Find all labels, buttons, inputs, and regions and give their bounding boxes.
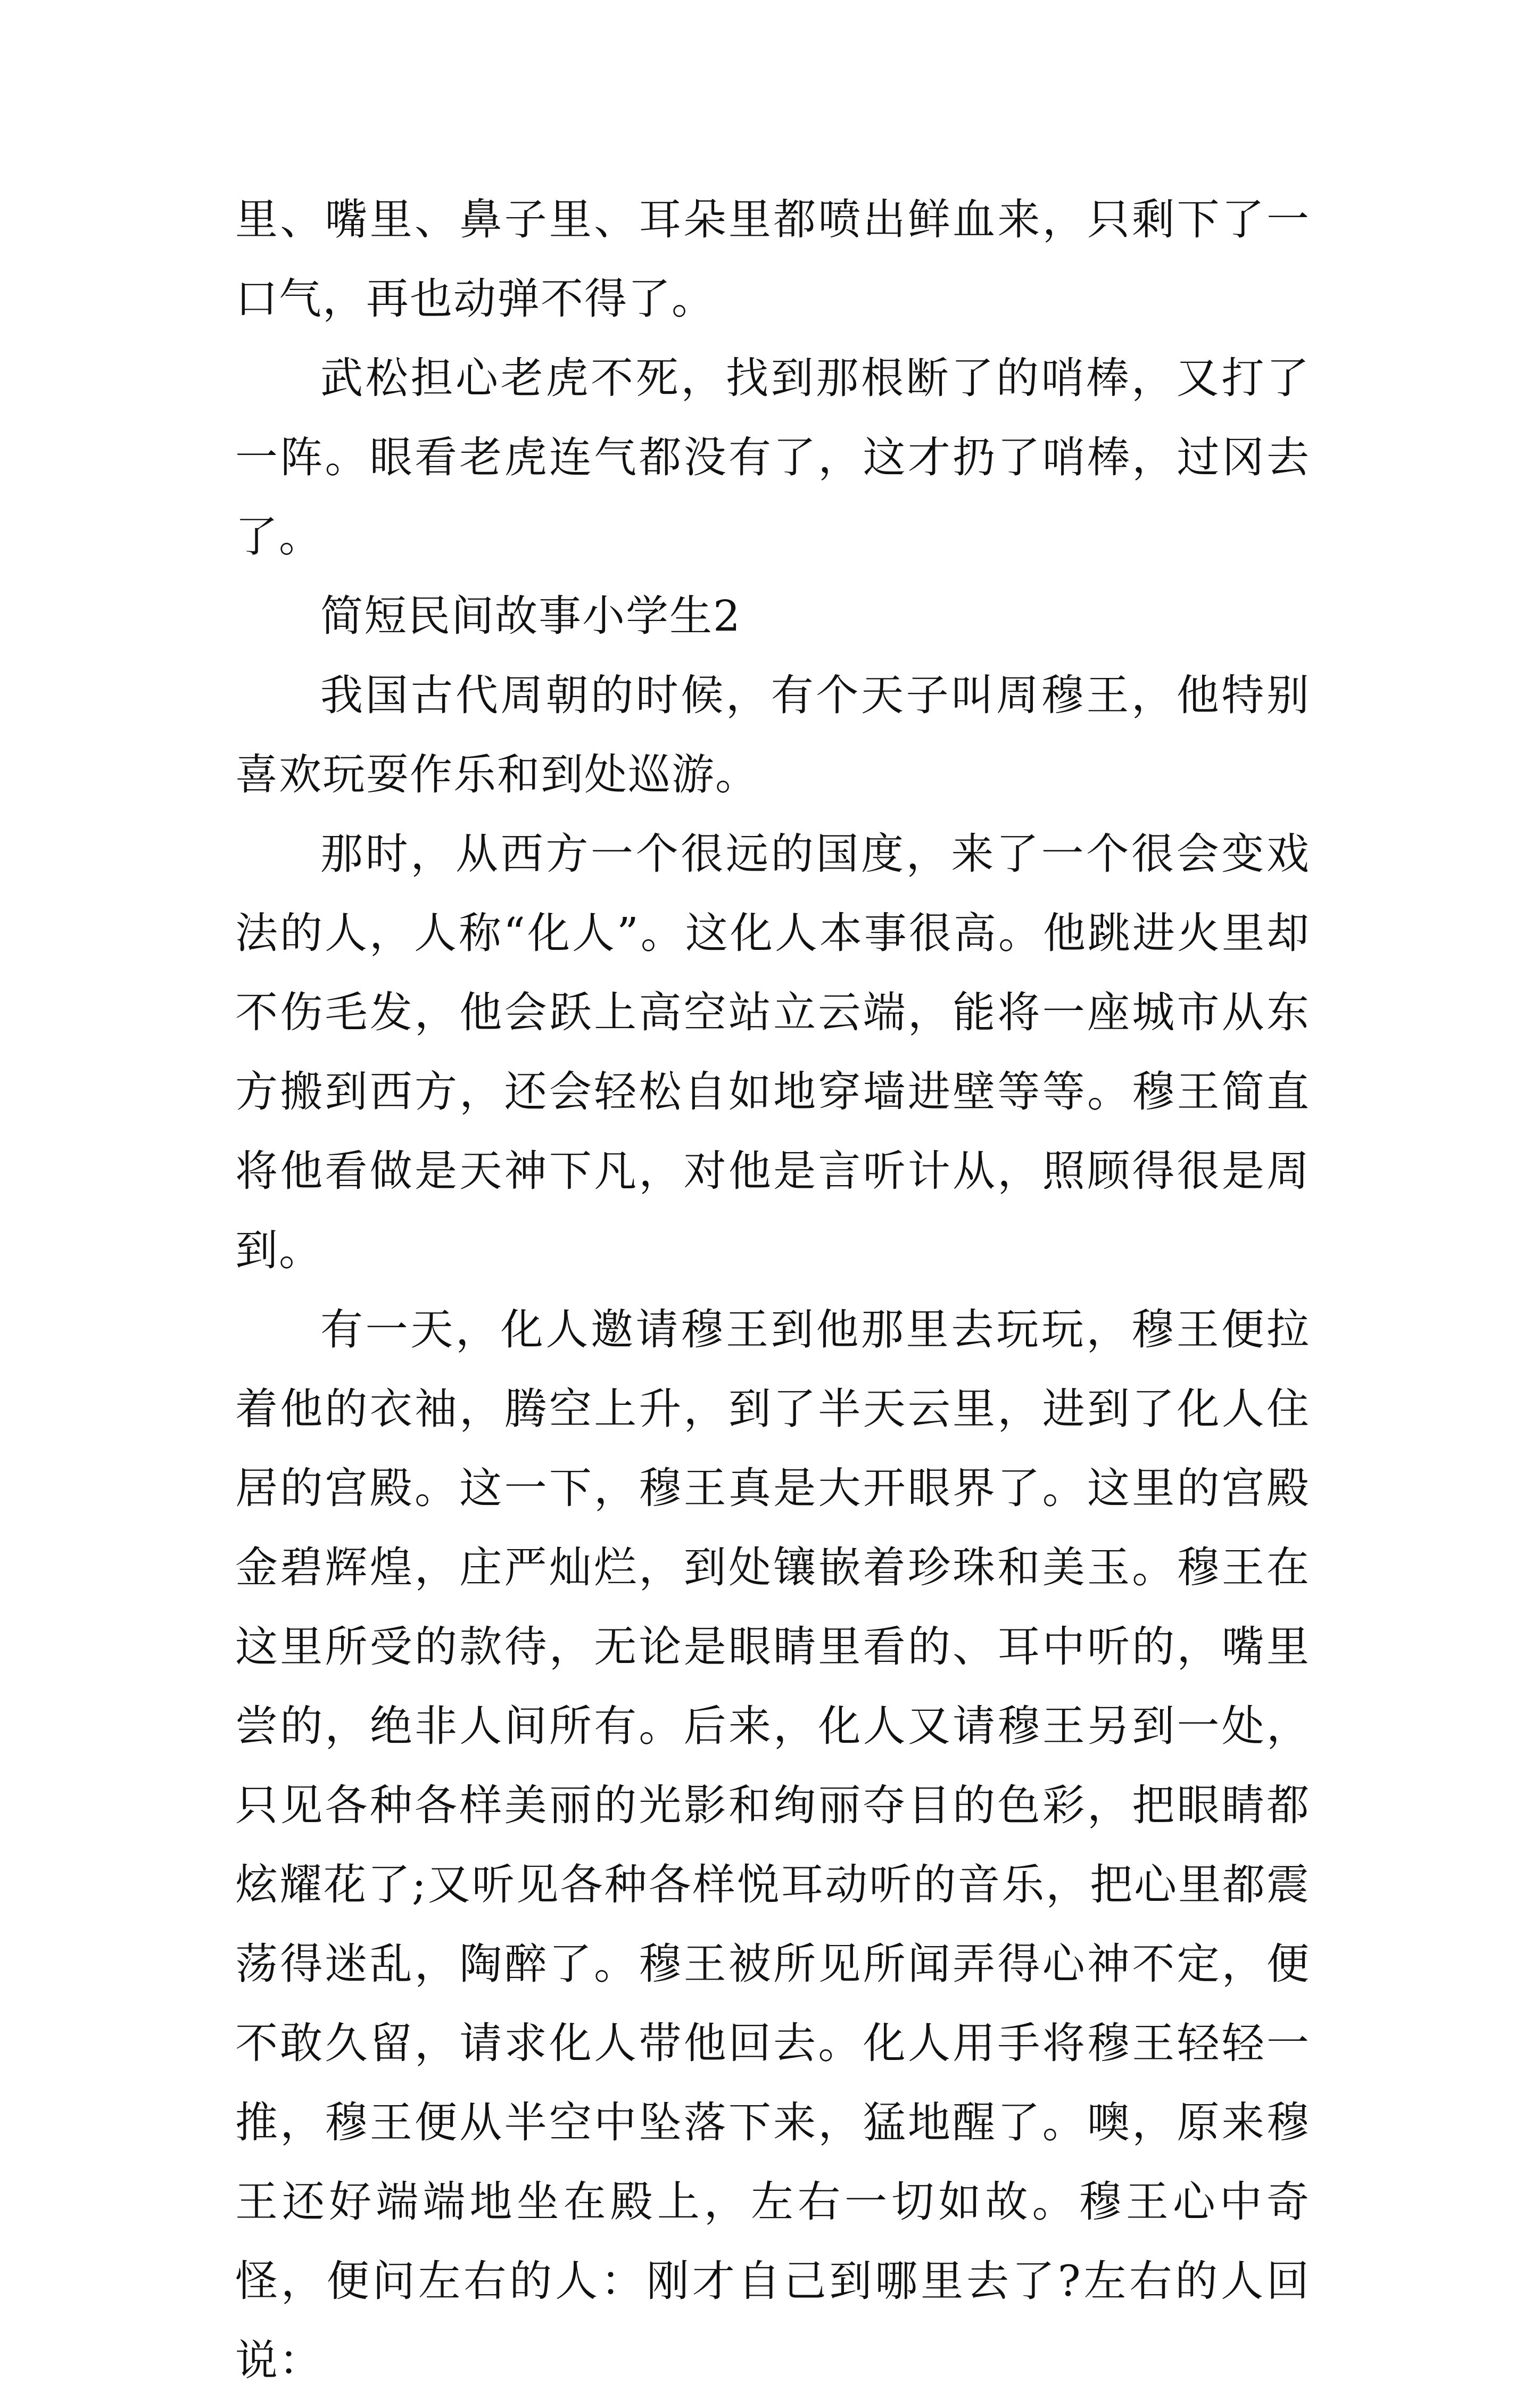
paragraph-palace: 有一天，化人邀请穆王到他那里去玩玩，穆王便拉着他的衣袖，腾空上升，到了半天云里，进到了化人住居的宫殿。这一下，穆王真是大开眼界了。这里的宫殿金碧辉煌，庄严灿烂，到处镶嵌着珍珠和美玉。穆王在这里所受的款待，无论是眼睛里看的、耳中听的，嘴里尝的，绝非人间所有。后来，化人又请穆王另到一处，只见各种各样美丽的光影和绚丽夺目的色彩，把眼睛都炫耀花了;又听见各种各样悦耳动听的音乐，把心里都震荡得迷乱，陶醉了。穆王被所见所闻弄得心神不定，便不敢久留，请求化人带他回去。化人用手将穆王轻轻一推，穆王便从半空中坠落下来，猛地醒了。噢，原来穆王还好端端地坐在殿上，左右一切如故。穆王心中奇怪，便问左右的人：刚才自己到哪里去了?左右的人回说： bbox=[235, 1305, 1310, 2385]
paragraph-huaren: 那时，从西方一个很远的国度，来了一个很会变戏法的人，人称“化人”。这化人本事很高。他跳进火里却不伤毛发，他会跃上高空站立云端，能将一座城市从东方搬到西方，还会轻松自如地穿墙进壁等等。穆王简直将他看做是天神下凡，对他是言听计从，照顾得很是周到。 bbox=[235, 829, 1310, 1275]
paragraph-wusong: 武松担心老虎不死，找到那根断了的哨棒，又打了一阵。眼看老虎连气都没有了，这才扔了哨棒，过冈去了。 bbox=[235, 353, 1310, 561]
document-body bbox=[235, 180, 1310, 2400]
section-heading: 简短民间故事小学生2 bbox=[320, 591, 741, 641]
paragraph-zhou-dynasty: 我国古代周朝的时候，有个天子叫周穆王，他特别喜欢玩耍作乐和到处巡游。 bbox=[235, 671, 1310, 799]
paragraph-continued: 里、嘴里、鼻子里、耳朵里都喷出鲜血来，只剩下了一口气，再也动弹不得了。 bbox=[235, 195, 1310, 324]
